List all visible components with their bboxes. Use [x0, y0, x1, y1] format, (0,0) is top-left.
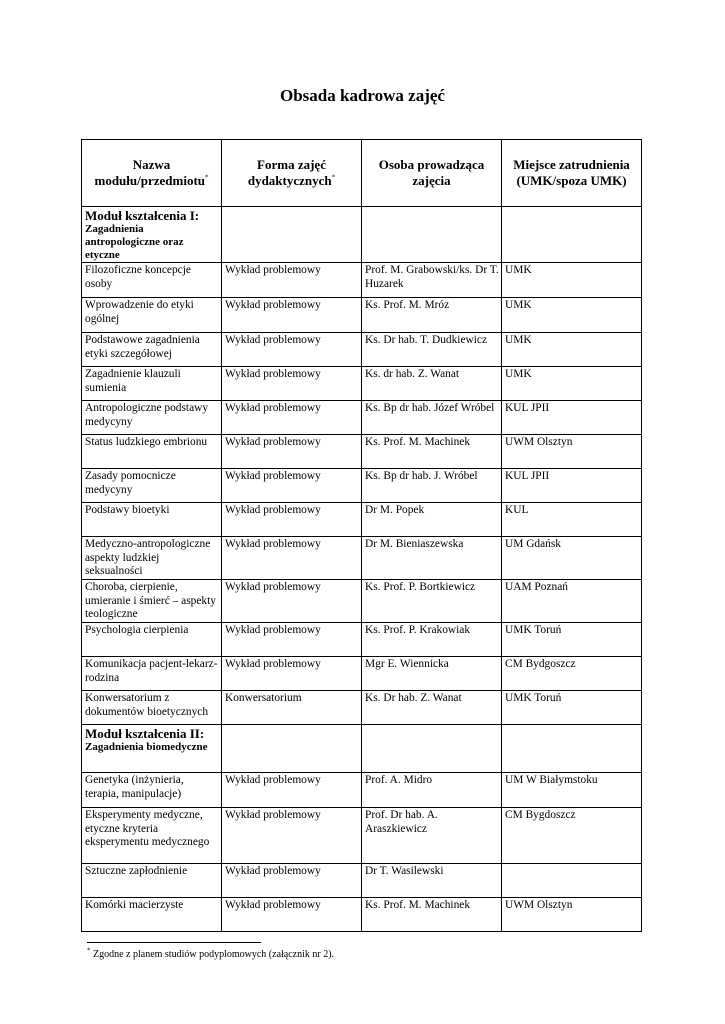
footnote-divider [87, 942, 261, 943]
employer-cell [502, 864, 642, 898]
employer-cell: UWM Olsztyn [502, 435, 642, 469]
form-cell: Wykład problemowy [222, 401, 362, 435]
footnote: * Zgodne z planem studiów podyplomowych (załącznik nr 2). [87, 946, 335, 960]
table-row [82, 657, 642, 691]
teacher-cell: Ks. Dr hab. T. Dudkiewicz [362, 333, 502, 367]
module-header-row [82, 725, 642, 773]
header-row [82, 140, 642, 207]
form-cell: Wykład problemowy [222, 623, 362, 657]
teacher-cell: Ks. Prof. M. Mróz [362, 298, 502, 333]
form-cell: Wykład problemowy [222, 263, 362, 298]
subject-cell: Konwersatorium z dokumentów bioetycznych [82, 691, 222, 725]
form-cell: Wykład problemowy [222, 435, 362, 469]
employer-cell: UMK [502, 367, 642, 401]
table-row [82, 263, 642, 298]
table-row [82, 898, 642, 932]
form-cell: Wykład problemowy [222, 657, 362, 691]
teacher-cell: Ks. Dr hab. Z. Wanat [362, 691, 502, 725]
form-cell: Wykład problemowy [222, 580, 362, 623]
table-row [82, 367, 642, 401]
table-row [82, 503, 642, 537]
teacher-cell: Ks. Bp dr hab. J. Wróbel [362, 469, 502, 503]
subject-cell: Sztuczne zapłodnienie [82, 864, 222, 898]
subject-cell: Wprowadzenie do etyki ogólnej [82, 298, 222, 333]
form-cell: Wykład problemowy [222, 808, 362, 864]
form-cell: Wykład problemowy [222, 864, 362, 898]
employer-cell: UMK [502, 333, 642, 367]
teacher-cell: Ks. Prof. M. Machinek [362, 435, 502, 469]
table-row [82, 580, 642, 623]
subject-cell: Zasady pomocnicze medycyny [82, 469, 222, 503]
employer-cell: CM Bydgoszcz [502, 657, 642, 691]
subject-cell: Medyczno-antropologiczne aspekty ludzkiej seksualności [82, 537, 222, 580]
subject-cell: Choroba, cierpienie, umieranie i śmierć – aspekty teologiczne [82, 580, 222, 623]
subject-cell: Komórki macierzyste [82, 898, 222, 932]
subject-cell: Filozoficzne koncepcje osoby [82, 263, 222, 298]
document-title: Obsada kadrowa zajęć [280, 86, 445, 105]
teacher-cell: Ks. Bp dr hab. Józef Wróbel [362, 401, 502, 435]
form-cell: Wykład problemowy [222, 367, 362, 401]
teacher-cell: Ks. dr hab. Z. Wanat [362, 367, 502, 401]
teacher-cell: Ks. Prof. P. Bortkiewicz [362, 580, 502, 623]
module-title-cell: Moduł kształcenia II: Zagadnienia biomedyczne [82, 725, 222, 773]
table-row [82, 401, 642, 435]
subject-cell: Komunikacja pacjent-lekarz-rodzina [82, 657, 222, 691]
teacher-cell: Prof. Dr hab. A. Araszkiewicz [362, 808, 502, 864]
form-cell: Wykład problemowy [222, 537, 362, 580]
subject-cell: Zagadnienie klauzuli sumienia [82, 367, 222, 401]
employer-cell: UM Gdańsk [502, 537, 642, 580]
header-class-form: Forma zajęć dydaktycznych* [222, 140, 362, 207]
teacher-cell: Ks. Prof. M. Machinek [362, 898, 502, 932]
table-row [82, 298, 642, 333]
form-cell: Konwersatorium [222, 691, 362, 725]
employer-cell: UWM Olsztyn [502, 898, 642, 932]
employer-cell: CM Bygdoszcz [502, 808, 642, 864]
table-row [82, 691, 642, 725]
teacher-cell: Prof. M. Grabowski/ks. Dr T. Huzarek [362, 263, 502, 298]
header-teacher: Osoba prowadząca zajęcia [362, 140, 502, 207]
teacher-cell: Dr T. Wasilewski [362, 864, 502, 898]
table-row [82, 469, 642, 503]
table-row [82, 333, 642, 367]
staff-table [81, 139, 642, 932]
employer-cell: UMK [502, 298, 642, 333]
employer-cell: UM W Białymstoku [502, 773, 642, 808]
teacher-cell: Ks. Prof. P. Krakowiak [362, 623, 502, 657]
table-row [82, 537, 642, 580]
module-header-row [82, 207, 642, 263]
subject-cell: Podstawowe zagadnienia etyki szczegółowej [82, 333, 222, 367]
teacher-cell: Dr M. Bieniaszewska [362, 537, 502, 580]
subject-cell: Eksperymenty medyczne, etyczne kryteria eksperymentu medycznego [82, 808, 222, 864]
module-title-cell: Moduł kształcenia I: Zagadnienia antropologiczne oraz etyczne [82, 207, 222, 263]
table-row [82, 435, 642, 469]
form-cell: Wykład problemowy [222, 469, 362, 503]
teacher-cell: Dr M. Popek [362, 503, 502, 537]
employer-cell: UMK [502, 263, 642, 298]
form-cell: Wykład problemowy [222, 898, 362, 932]
header-employer: Miejsce zatrudnienia (UMK/spoza UMK) [502, 140, 642, 207]
form-cell: Wykład problemowy [222, 503, 362, 537]
table-row [82, 864, 642, 898]
table-row [82, 773, 642, 808]
subject-cell: Psychologia cierpienia [82, 623, 222, 657]
form-cell: Wykład problemowy [222, 773, 362, 808]
subject-cell: Podstawy bioetyki [82, 503, 222, 537]
employer-cell: UMK Toruń [502, 623, 642, 657]
teacher-cell: Mgr E. Wiennicka [362, 657, 502, 691]
header-module-name: Nazwa modułu/przedmiotu* [82, 140, 222, 207]
employer-cell: KUL [502, 503, 642, 537]
subject-cell: Antropologiczne podstawy medycyny [82, 401, 222, 435]
employer-cell: UMK Toruń [502, 691, 642, 725]
form-cell: Wykład problemowy [222, 333, 362, 367]
employer-cell: KUL JPII [502, 401, 642, 435]
form-cell: Wykład problemowy [222, 298, 362, 333]
teacher-cell: Prof. A. Midro [362, 773, 502, 808]
table-row [82, 808, 642, 864]
table-row [82, 623, 642, 657]
subject-cell: Status ludzkiego embrionu [82, 435, 222, 469]
employer-cell: UAM Poznań [502, 580, 642, 623]
subject-cell: Genetyka (inżynieria, terapia, manipulacje) [82, 773, 222, 808]
employer-cell: KUL JPII [502, 469, 642, 503]
